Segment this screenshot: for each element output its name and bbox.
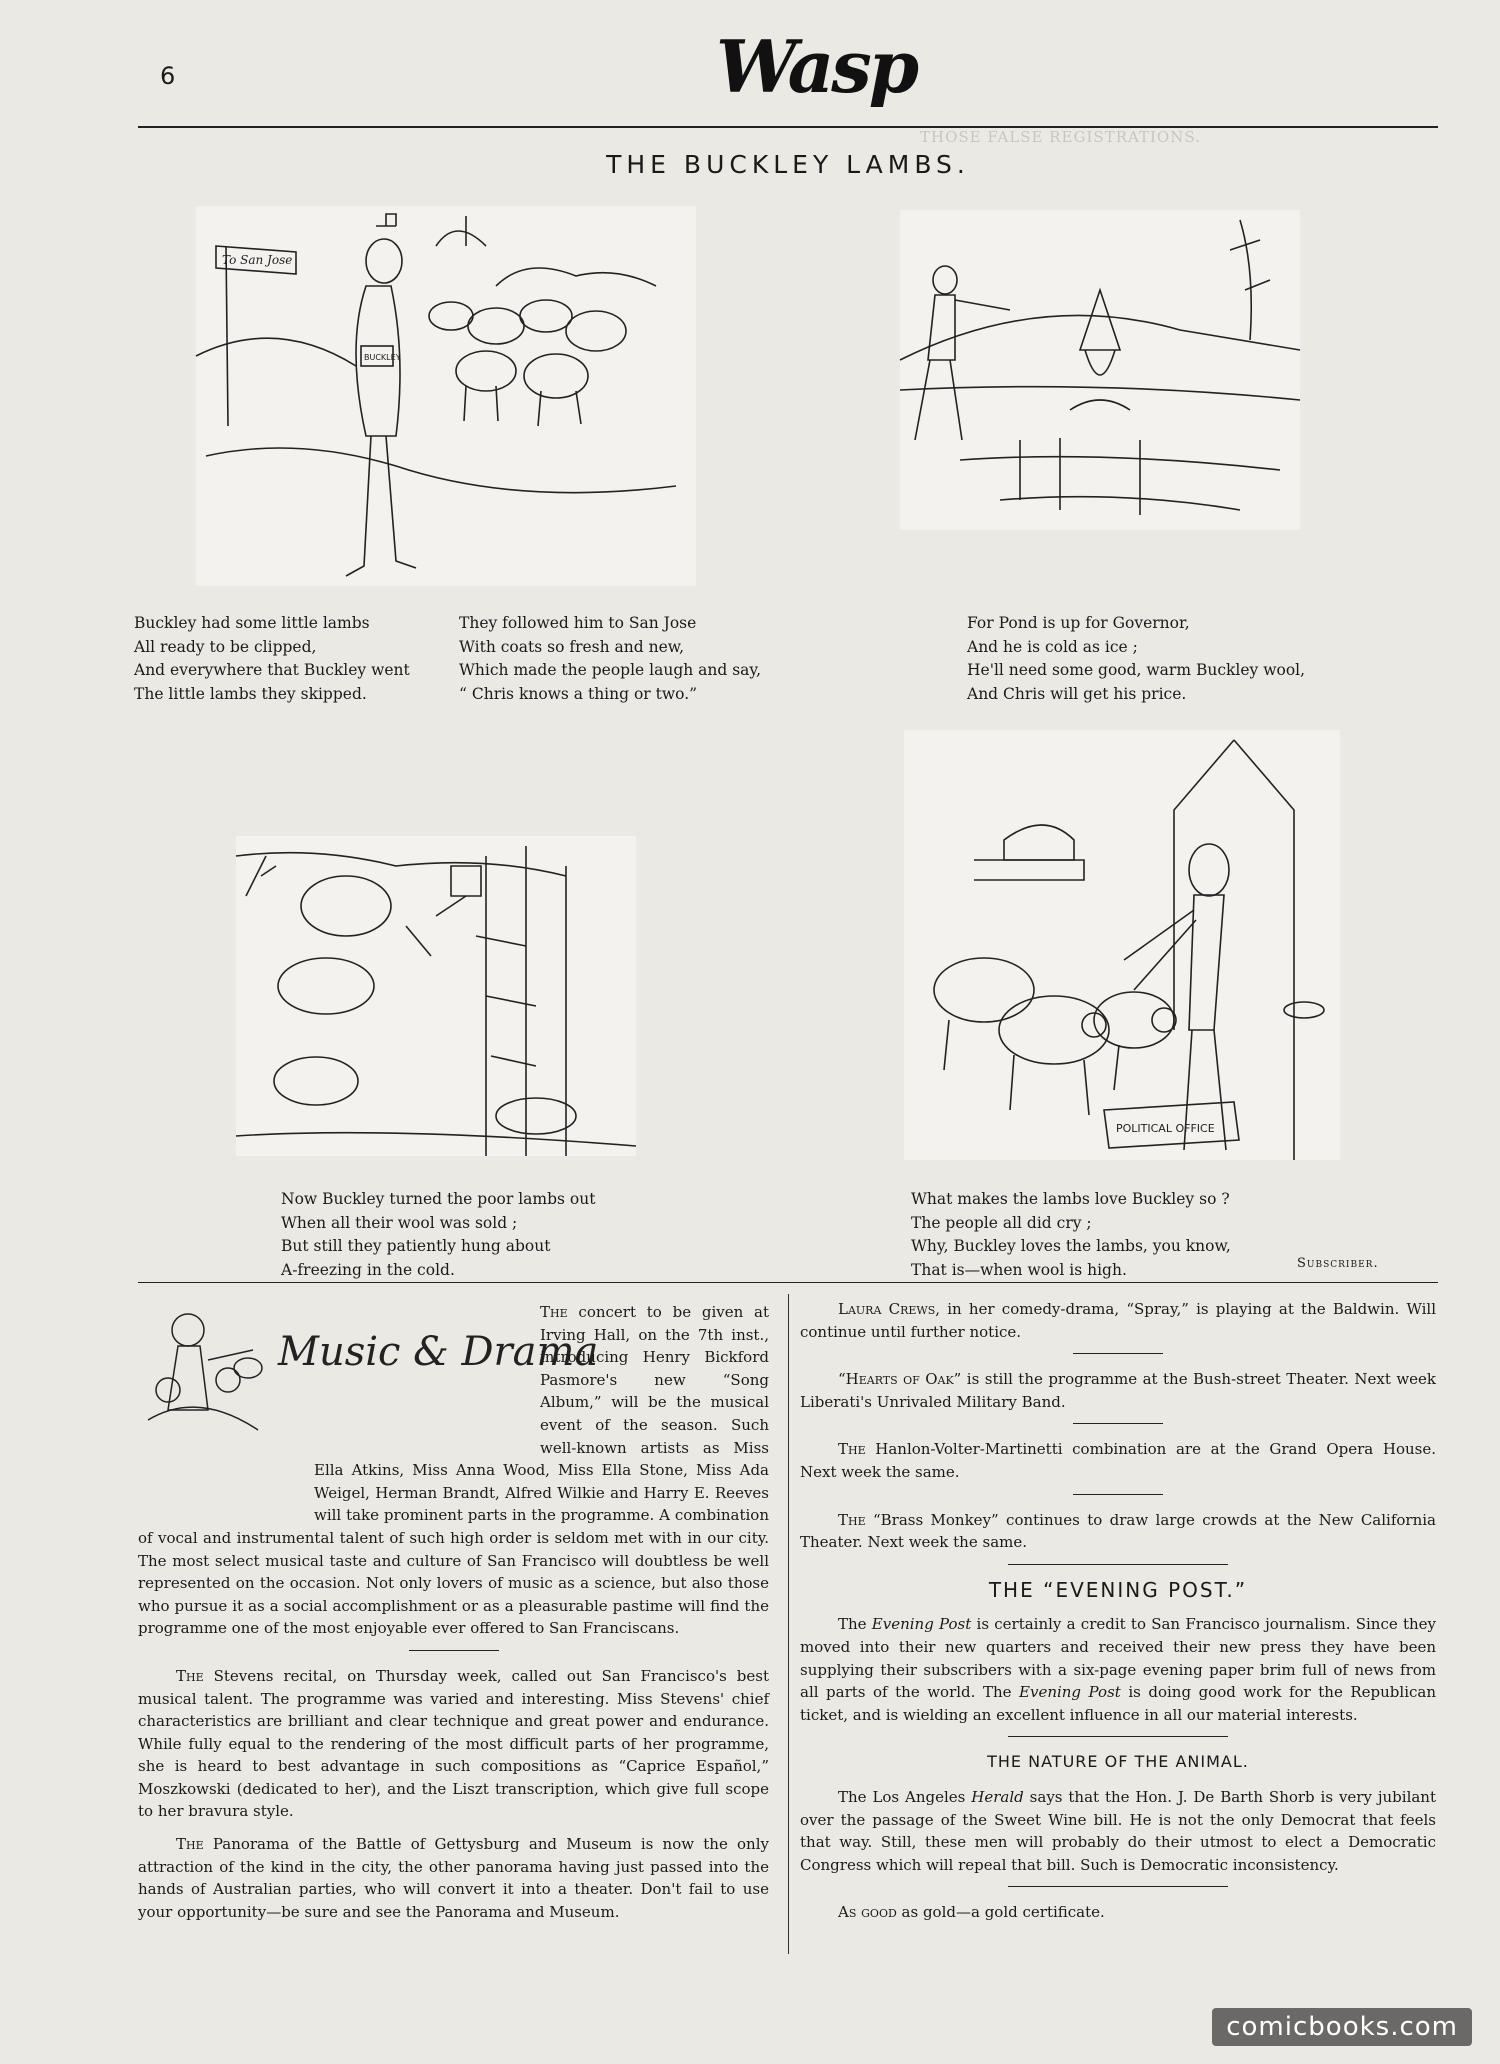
political-office-label: POLITICAL OFFICE bbox=[1116, 1122, 1215, 1135]
stevens-recital-paragraph-lead: The bbox=[176, 1666, 204, 1685]
cartoon-panel-2 bbox=[900, 210, 1300, 530]
panorama-paragraph-body: Panorama of the Battle of Gettysburg and Museum is now the only attraction of the kind in the city, the other panorama having just passed into the hands of Australian parties, who will convert it into a theater. Don't fail to use your opportunity—be sure and see the Panorama and Museum. bbox=[138, 1835, 769, 1921]
nature-text-2: Herald bbox=[971, 1787, 1024, 1806]
notice-1-lead: Laura Crews, bbox=[838, 1300, 941, 1318]
divider bbox=[1008, 1564, 1228, 1565]
road-sign-text: To San Jose bbox=[222, 253, 293, 267]
music-drama-title: Music & Drama bbox=[278, 1329, 599, 1375]
notice-4-body: “Brass Monkey” continues to draw large crowds at the New California Theater. Next week the same. bbox=[800, 1510, 1436, 1552]
right-column bbox=[800, 1298, 1436, 1934]
left-column-flow bbox=[138, 1301, 769, 1933]
divider bbox=[1073, 1494, 1163, 1495]
verse-5: What makes the lambs love Buckley so ? The people all did cry ; Why, Buckley loves the lambs, you know, That is—when wool is high. bbox=[911, 1190, 1231, 1279]
closing-line bbox=[800, 1901, 1436, 1924]
art-spacer bbox=[138, 1301, 540, 1453]
notice-4-lead: The bbox=[838, 1510, 866, 1529]
divider bbox=[1073, 1353, 1163, 1354]
divider bbox=[1008, 1736, 1228, 1737]
cartoon-panel-1 bbox=[196, 206, 696, 586]
evening-post-article bbox=[800, 1613, 1436, 1726]
evening-post-text-2: Evening Post bbox=[871, 1615, 972, 1634]
stevens-recital-paragraph bbox=[138, 1665, 769, 1823]
stevens-recital-paragraph-body: Stevens recital, on Thursday week, called out San Francisco's best musical talent. The programme was varied and interesting. Miss Stevens' chief characteristics are brilliant and clear technique and great power and endurance. While fully equal to the rendering of the most difficult parts of her programme, she is heard to best advantage in such compositions as “Caprice Español,” Moszkowski (dedicated to her), and the Liszt transcription, which give full scope to her bravura style. bbox=[138, 1666, 769, 1821]
evening-post-text-1: The bbox=[838, 1615, 872, 1634]
site-watermark: comicbooks.com bbox=[1212, 2008, 1472, 2046]
cartoon-panel-2-drawing bbox=[900, 210, 1300, 530]
column-rule bbox=[788, 1294, 789, 1954]
verse-2: They followed him to San Jose With coats so fresh and new, Which made the people laugh and say, “ Chris knows a thing or two.” bbox=[459, 614, 762, 703]
art-spacer bbox=[138, 1453, 314, 1505]
notice-hearts-of-oak bbox=[800, 1368, 1436, 1413]
cartoon-panel-3-drawing bbox=[236, 836, 636, 1156]
evening-post-text-5: is doing good work for the Republican ticket, and is wielding an excellent influence in all our material interests. bbox=[800, 1683, 1436, 1724]
masthead-logo: Wasp bbox=[716, 24, 917, 109]
panorama-paragraph-lead: The bbox=[176, 1835, 204, 1854]
section-rule bbox=[138, 1282, 1438, 1283]
verse-4: Now Buckley turned the poor lambs out When all their wool was sold ; But still they patiently hung about A-freezing in the cold. bbox=[281, 1190, 596, 1279]
verse-1: Buckley had some little lambs All ready to be clipped, And everywhere that Buckley went The little lambs they skipped. bbox=[134, 614, 410, 703]
nature-article bbox=[800, 1786, 1436, 1876]
nature-text-3: says that the Hon. J. De Barth Shorb is very jubilant over the passage of the Sweet Wine bill. He is not the only Democrat that feels that way. Still, these men will probably do their utmost to elect a Democratic Congress which will repeal that bill. Such is Democratic inconsistency. bbox=[800, 1787, 1436, 1874]
paragraph-1-body: concert to be given at Irving Hall, on the 7th inst., introducing Henry Bickford Pasmore's new “Song Album,” will be the musical event of the season. Such well-known artists as Miss Ella Atkins, Miss Anna Wood, Miss Ella Stone, Miss Ada Weigel, Herman Brandt, Alfred Wilkie and Harry E. Reeves will take prominent parts in the programme. A combination of vocal and instrumental talent of such high order is seldom met with in our city. The most select musical taste and culture of San Francisco will doubtless be well represented on the occasion. Not only lovers of music as a science, but also those who pursue it as a social accomplishment or as a pleasurable pastime will find the programme one of the most enjoyable ever offered to San Franciscans. bbox=[138, 1303, 769, 1638]
notice-3-body: Hanlon-Volter-Martinetti combination are at the Grand Opera House. Next week the same. bbox=[800, 1440, 1436, 1481]
signature: Subscriber. bbox=[1297, 1256, 1379, 1271]
notice-2-body: is still the programme at the Bush-street Theater. Next week Liberati's Unrivaled Military Band. bbox=[800, 1370, 1436, 1411]
cartoon-panel-4-drawing bbox=[904, 730, 1340, 1160]
evening-post-text-3: is certainly a credit to San Francisco journalism. Since they moved into their new quarters and received their new press they have been supplying their subscribers with a six-page evening paper brim full of news from all parts of the world. The bbox=[800, 1615, 1436, 1702]
bag-label: BUCKLEY bbox=[364, 353, 401, 362]
panorama-paragraph bbox=[138, 1833, 769, 1923]
notice-1-body: in her comedy-drama, “Spray,” is playing at the Baldwin. Will continue until further notice. bbox=[800, 1300, 1436, 1341]
notice-brass-monkey bbox=[800, 1509, 1436, 1554]
nature-text-1: The Los Angeles bbox=[838, 1787, 972, 1806]
cartoon-panel-3 bbox=[236, 836, 636, 1156]
divider bbox=[1073, 1423, 1163, 1424]
nature-heading: THE NATURE OF THE ANIMAL. bbox=[987, 1752, 1249, 1772]
evening-post-text-4: Evening Post bbox=[1019, 1683, 1121, 1702]
divider bbox=[1008, 1886, 1228, 1887]
cartoon-panel-4 bbox=[904, 730, 1340, 1160]
notice-2-lead: “Hearts of Oak” bbox=[838, 1370, 962, 1389]
closing-body: as gold—a gold certificate. bbox=[896, 1903, 1105, 1922]
paragraph-1-lead: The bbox=[540, 1303, 568, 1321]
cartoon-panel-1-drawing bbox=[196, 206, 696, 586]
bleed-through-text: THOSE FALSE REGISTRATIONS. bbox=[920, 128, 1201, 146]
evening-post-heading: THE “EVENING POST.” bbox=[988, 1577, 1248, 1602]
divider bbox=[409, 1650, 499, 1651]
closing-lead: As good bbox=[838, 1903, 897, 1922]
notice-3-lead: The bbox=[838, 1440, 866, 1459]
notice-grand-opera bbox=[800, 1438, 1436, 1483]
feature-title: THE BUCKLEY LAMBS. bbox=[606, 150, 970, 179]
page-number: 6 bbox=[160, 62, 176, 90]
verse-3: For Pond is up for Governor, And he is cold as ice ; He'll need some good, warm Buckley wool, And Chris will get his price. bbox=[967, 614, 1306, 703]
notice-laura-crews bbox=[800, 1298, 1436, 1343]
